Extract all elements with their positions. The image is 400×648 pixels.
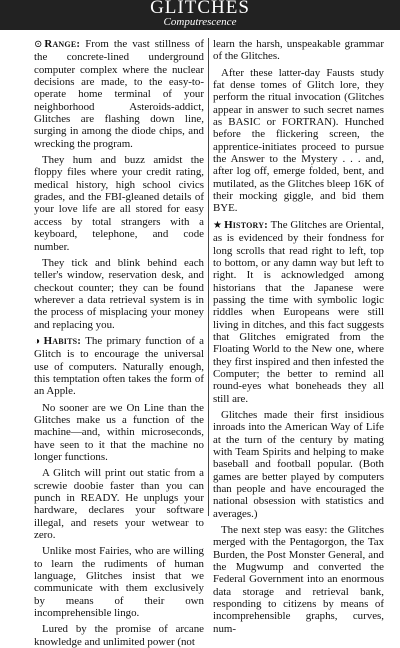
history-text: The Glitches are Oriental, as is evidenced by their fondness for long scrolls that read right to left, top to bottom, or any damn way but left to right. It is acknowledged among historians that the Japanese were passing the time with symbolic logic riddles when Europeans were still living in ditches, and this fact suggests that Glitches emigrated from the Floating World to the New one, where they first inspired and then infested the Computer; the better to remind all round-eyes what boneheads they all still are. bbox=[213, 218, 385, 405]
star-icon: ★ bbox=[213, 219, 223, 231]
paragraph: Glitches made their first insidious inroads into the American Way of Life at the turn of the century by mating with Team Spirits and helping to make baseball and football popular. (Both games are better played by computers than people and have encouraged the national obsession with statistics and averages.) bbox=[213, 408, 384, 520]
page-subtitle: Computrescence bbox=[163, 16, 237, 28]
paragraph: After these latter-day Fausts study fat dense tomes of Glitch lore, they perform the ritual invocation (Glitches appear in answer to such secret names as BASIC or FORTRAN). Hunched before the flickering screen, the apprentice-initiates proceed to pursue the Answer to the Mystery . . . and, after log off, emerge folded, bent, and mutilated, as the Glitches bleep 16K of their mocking giggle, and bid them BYE. bbox=[213, 66, 384, 215]
history-heading: History: bbox=[224, 218, 269, 231]
paragraph: learn the harsh, unspeakable grammar of the Glitches. bbox=[213, 38, 384, 63]
paragraph: The next step was easy: the Glitches merged with the Pentagorgon, the Tax Burden, the Post Monster General, and the Mugwump and converted the Federal Government into an enormous data storage and retrieval bank, responding to citizens by means of incomprehensible graphs, curves, num- bbox=[213, 524, 384, 635]
range-symbol-icon: ⊙ bbox=[34, 39, 43, 50]
paragraph: A Glitch will print out static from a screwie doobie faster than you can punch in READY. He unplugs your hardware, declares your software illegal, and resets your wetwear to zero. bbox=[34, 467, 204, 542]
paragraph: No sooner are we On Line than the Glitches make us a function of the machine—and, within microseconds, have seen to it that the machine no longer functions. bbox=[34, 401, 204, 463]
range-text: From the vast stillness of the concrete-lined underground computer complex where the nuclear decisions are made, to the easy-to-operate home terminal of your neighborhood Asteroids-addict, Glitches are flashing down line, surging in among the diode chips, and wrecking the program. bbox=[34, 38, 204, 150]
page-title: GLITCHES bbox=[150, 0, 250, 18]
habits-heading: Habits: bbox=[43, 334, 82, 347]
paragraph: They hum and buzz amidst the floppy files where your credit rating, medical history, high school civics grades, and the FBI-gleaned details of your love life are all stored for easy access by total strangers with a keyboard, telephone, and code number. bbox=[34, 154, 204, 253]
paragraph: They tick and blink behind each teller's window, reservation desk, and checkout counter; they can be found wherever a data retrieval system is in the process of misplacing your money and replacing you. bbox=[34, 256, 204, 331]
paragraph: Unlike most Fairies, who are willing to learn the rudiments of human language, Glitches insist that we communicate with them exclusively by means of their own incomprehensible lingo. bbox=[34, 545, 204, 620]
left-column bbox=[34, 38, 209, 648]
article-body bbox=[34, 38, 385, 648]
habits-text: The primary function of a Glitch is to encourage the universal use of computers. Naturally enough, this temptation often takes the form of an Apple. bbox=[34, 334, 204, 398]
habits-symbol-icon: ◑ bbox=[34, 335, 42, 347]
range-heading: Range: bbox=[44, 38, 81, 50]
habits-paragraph bbox=[34, 335, 204, 398]
page-header bbox=[0, 0, 400, 30]
right-column bbox=[209, 38, 385, 635]
history-paragraph bbox=[213, 219, 384, 405]
paragraph: Lured by the promise of arcane knowledge and unlimited power (not bbox=[34, 623, 204, 648]
range-paragraph bbox=[34, 38, 204, 150]
